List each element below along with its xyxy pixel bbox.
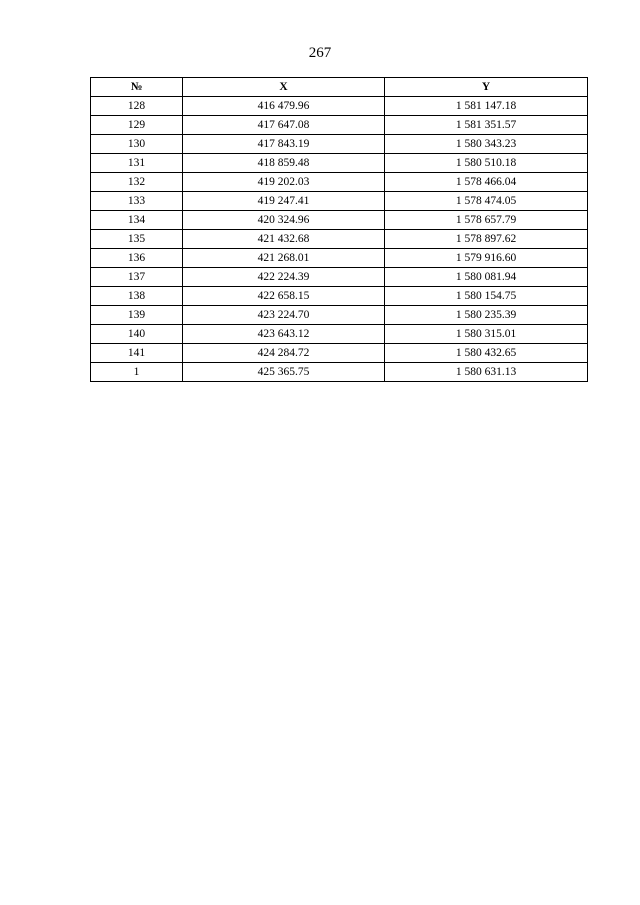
table-row	[91, 135, 588, 154]
table-row	[91, 116, 588, 135]
cell-y: 1 580 343.23	[385, 135, 588, 154]
cell-y: 1 580 315.01	[385, 325, 588, 344]
cell-number: 136	[91, 249, 183, 268]
cell-y: 1 580 235.39	[385, 306, 588, 325]
cell-x: 417 647.08	[183, 116, 385, 135]
cell-x: 422 658.15	[183, 287, 385, 306]
cell-number: 128	[91, 97, 183, 116]
table-row	[91, 97, 588, 116]
cell-x: 420 324.96	[183, 211, 385, 230]
cell-y: 1 579 916.60	[385, 249, 588, 268]
cell-x: 417 843.19	[183, 135, 385, 154]
header-row	[91, 78, 588, 97]
header-y: Y	[385, 78, 588, 97]
cell-number: 135	[91, 230, 183, 249]
cell-x: 419 247.41	[183, 192, 385, 211]
table-row	[91, 268, 588, 287]
cell-number: 130	[91, 135, 183, 154]
cell-number: 140	[91, 325, 183, 344]
cell-x: 421 268.01	[183, 249, 385, 268]
cell-y: 1 581 147.18	[385, 97, 588, 116]
cell-x: 418 859.48	[183, 154, 385, 173]
cell-number: 133	[91, 192, 183, 211]
cell-number: 141	[91, 344, 183, 363]
table-row	[91, 211, 588, 230]
table-row	[91, 306, 588, 325]
cell-y: 1 578 657.79	[385, 211, 588, 230]
cell-x: 421 432.68	[183, 230, 385, 249]
cell-number: 132	[91, 173, 183, 192]
cell-y: 1 580 432.65	[385, 344, 588, 363]
cell-number: 129	[91, 116, 183, 135]
cell-number: 139	[91, 306, 183, 325]
header-number: №	[91, 78, 183, 97]
cell-y: 1 580 510.18	[385, 154, 588, 173]
cell-y: 1 578 466.04	[385, 173, 588, 192]
cell-number: 138	[91, 287, 183, 306]
table-row	[91, 344, 588, 363]
table-body	[91, 97, 588, 382]
table-row	[91, 363, 588, 382]
header-x: X	[183, 78, 385, 97]
cell-x: 422 224.39	[183, 268, 385, 287]
cell-x: 425 365.75	[183, 363, 385, 382]
table-row	[91, 173, 588, 192]
table-row	[91, 154, 588, 173]
coordinates-table	[90, 77, 588, 382]
cell-y: 1 578 897.62	[385, 230, 588, 249]
cell-number: 137	[91, 268, 183, 287]
cell-number: 131	[91, 154, 183, 173]
cell-y: 1 580 081.94	[385, 268, 588, 287]
cell-y: 1 581 351.57	[385, 116, 588, 135]
table-header	[91, 78, 588, 97]
table-row	[91, 325, 588, 344]
cell-x: 419 202.03	[183, 173, 385, 192]
cell-y: 1 580 154.75	[385, 287, 588, 306]
table-row	[91, 287, 588, 306]
cell-y: 1 580 631.13	[385, 363, 588, 382]
table-row	[91, 230, 588, 249]
table-row	[91, 249, 588, 268]
cell-x: 424 284.72	[183, 344, 385, 363]
cell-number: 1	[91, 363, 183, 382]
cell-x: 416 479.96	[183, 97, 385, 116]
cell-number: 134	[91, 211, 183, 230]
cell-x: 423 643.12	[183, 325, 385, 344]
table-row	[91, 192, 588, 211]
cell-y: 1 578 474.05	[385, 192, 588, 211]
cell-x: 423 224.70	[183, 306, 385, 325]
page-number: 267	[308, 45, 332, 61]
